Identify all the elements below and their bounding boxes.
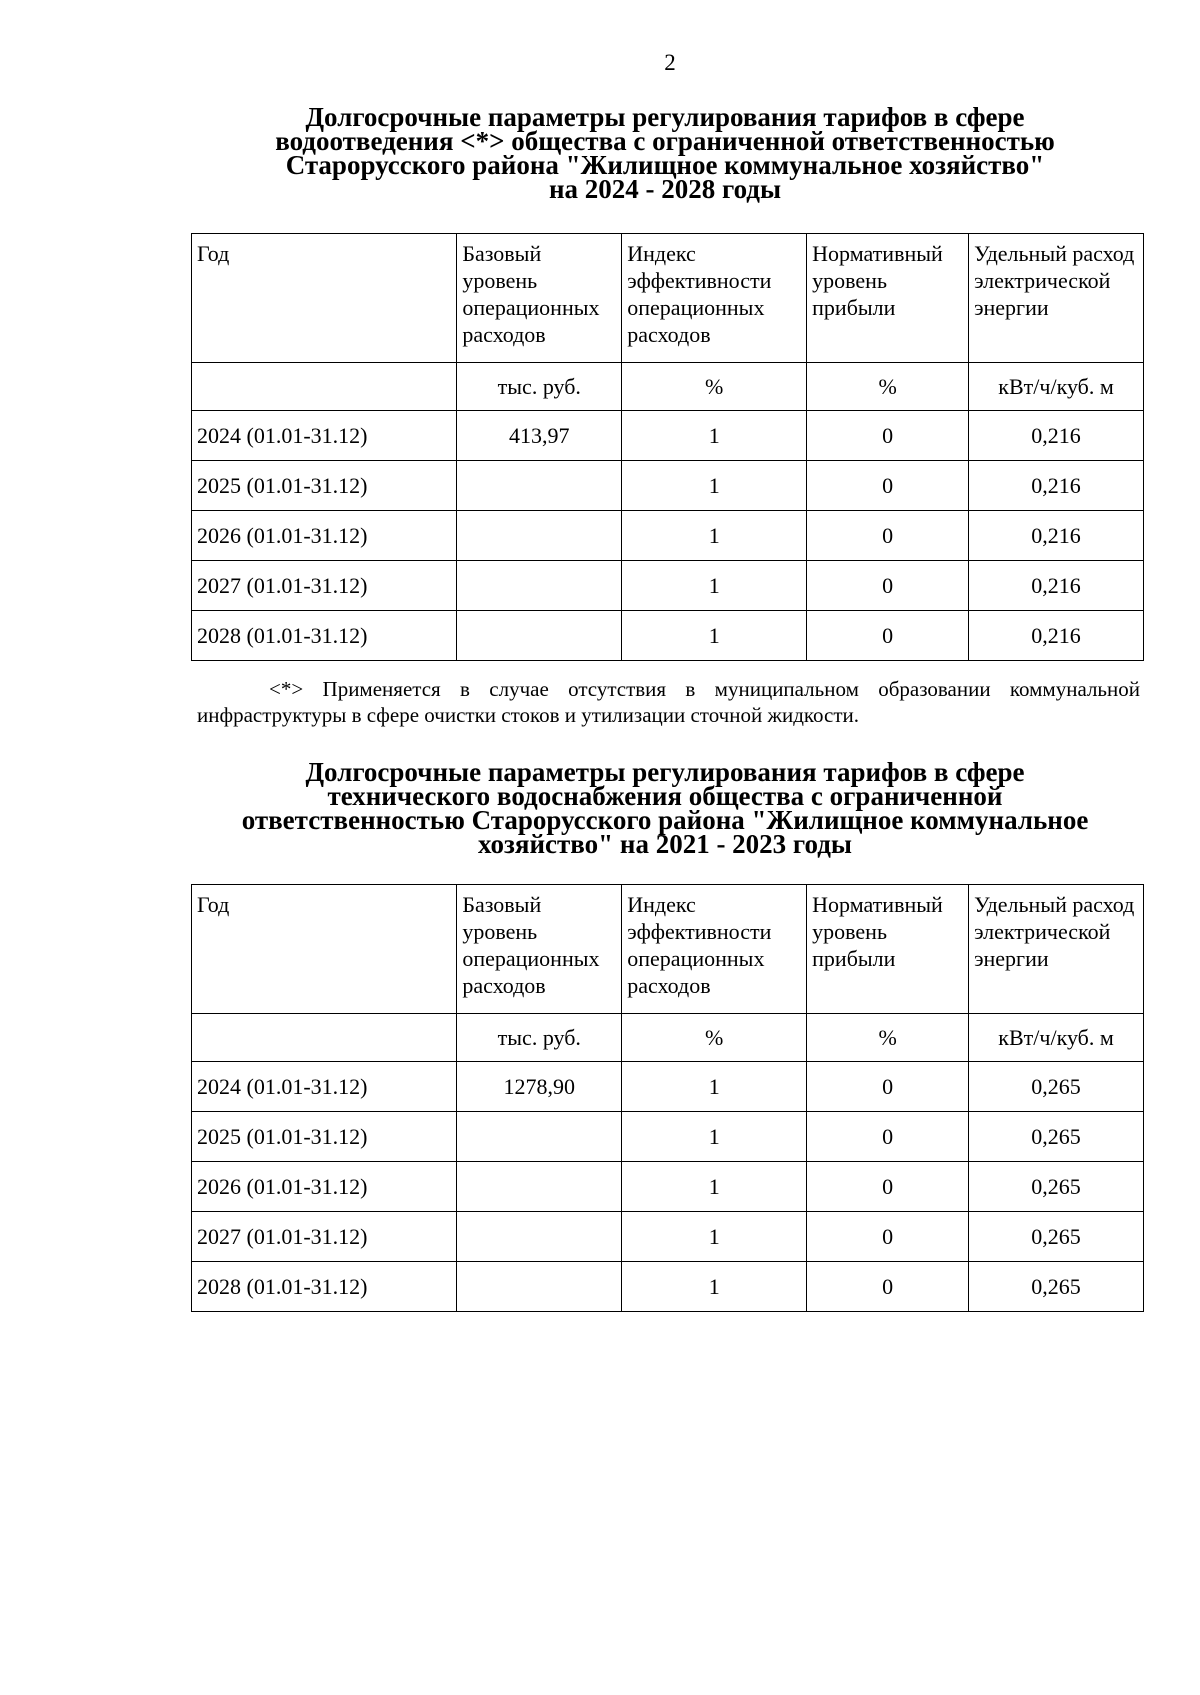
- unit-cell: тыс. руб.: [457, 1014, 622, 1062]
- page-number: 2: [664, 50, 676, 75]
- efficiency-index-cell: 1: [622, 1162, 807, 1212]
- energy-consumption-cell: 0,265: [969, 1162, 1144, 1212]
- energy-consumption-cell: 0,265: [969, 1212, 1144, 1262]
- profit-level-cell: 0: [807, 511, 969, 561]
- efficiency-index-cell: 1: [622, 611, 807, 661]
- table-header-row: [192, 234, 1144, 363]
- base-opex-cell: 413,97: [457, 411, 622, 461]
- header-cell: Базовый уровень операционных расходов: [457, 234, 622, 363]
- energy-consumption-cell: 0,265: [969, 1262, 1144, 1312]
- title-line: Старорусского района "Жилищное коммунальное хозяйство": [285, 150, 1045, 180]
- footnote: <*> Применяется в случае отсутствия в муниципальном образовании коммунальной инфраструктуры в сфере очистки стоков и утилизации сточной жидкости.: [197, 677, 1140, 727]
- energy-consumption-cell: 0,216: [969, 511, 1144, 561]
- unit-cell: %: [807, 363, 969, 411]
- table-row: [192, 461, 1144, 511]
- base-opex-cell: [457, 1112, 622, 1162]
- year-cell: 2024 (01.01-31.12): [192, 1062, 457, 1112]
- profit-level-cell: 0: [807, 1062, 969, 1112]
- table-row: [192, 511, 1144, 561]
- title-line: водоотведения <*> общества с ограниченной ответственностью: [275, 126, 1055, 156]
- table-row: [192, 1062, 1144, 1112]
- base-opex-cell: [457, 1262, 622, 1312]
- unit-cell: %: [807, 1014, 969, 1062]
- table-header-row: [192, 885, 1144, 1014]
- energy-consumption-cell: 0,216: [969, 561, 1144, 611]
- unit-cell: [192, 1014, 457, 1062]
- profit-level-cell: 0: [807, 1162, 969, 1212]
- header-cell: Удельный расход электрической энергии: [969, 885, 1144, 1014]
- tariff-parameters-table: [191, 884, 1144, 1312]
- unit-cell: %: [622, 1014, 807, 1062]
- title-line: технического водоснабжения общества с ограниченной: [327, 781, 1003, 811]
- efficiency-index-cell: 1: [622, 561, 807, 611]
- tariff-parameters-table: [191, 233, 1144, 661]
- base-opex-cell: [457, 1212, 622, 1262]
- efficiency-index-cell: 1: [622, 411, 807, 461]
- header-cell: Год: [192, 234, 457, 363]
- table-row: [192, 611, 1144, 661]
- table-row: [192, 1262, 1144, 1312]
- units-row: [192, 363, 1144, 411]
- title-line: Долгосрочные параметры регулирования тарифов в сфере: [305, 102, 1025, 132]
- table-row: [192, 1212, 1144, 1262]
- unit-cell: тыс. руб.: [457, 363, 622, 411]
- energy-consumption-cell: 0,265: [969, 1112, 1144, 1162]
- base-opex-cell: [457, 1162, 622, 1212]
- header-cell: Год: [192, 885, 457, 1014]
- efficiency-index-cell: 1: [622, 1062, 807, 1112]
- header-cell: Удельный расход электрической энергии: [969, 234, 1144, 363]
- header-cell: Нормативный уровень прибыли: [807, 234, 969, 363]
- energy-consumption-cell: 0,265: [969, 1062, 1144, 1112]
- title-line: на 2024 - 2028 годы: [548, 174, 782, 204]
- section-title: [190, 757, 1140, 859]
- year-cell: 2025 (01.01-31.12): [192, 1112, 457, 1162]
- base-opex-cell: [457, 461, 622, 511]
- base-opex-cell: [457, 511, 622, 561]
- year-cell: 2025 (01.01-31.12): [192, 461, 457, 511]
- table-row: [192, 1112, 1144, 1162]
- efficiency-index-cell: 1: [622, 1212, 807, 1262]
- profit-level-cell: 0: [807, 461, 969, 511]
- units-row: [192, 1014, 1144, 1062]
- year-cell: 2027 (01.01-31.12): [192, 1212, 457, 1262]
- table-row: [192, 561, 1144, 611]
- efficiency-index-cell: 1: [622, 461, 807, 511]
- profit-level-cell: 0: [807, 1112, 969, 1162]
- title-line: ответственностью Старорусского района "Жилищное коммунальное: [241, 805, 1089, 835]
- energy-consumption-cell: 0,216: [969, 461, 1144, 511]
- profit-level-cell: 0: [807, 611, 969, 661]
- header-cell: Нормативный уровень прибыли: [807, 885, 969, 1014]
- base-opex-cell: [457, 561, 622, 611]
- profit-level-cell: 0: [807, 1262, 969, 1312]
- unit-cell: [192, 363, 457, 411]
- efficiency-index-cell: 1: [622, 1112, 807, 1162]
- year-cell: 2027 (01.01-31.12): [192, 561, 457, 611]
- energy-consumption-cell: 0,216: [969, 411, 1144, 461]
- unit-cell: кВт/ч/куб. м: [969, 363, 1144, 411]
- base-opex-cell: 1278,90: [457, 1062, 622, 1112]
- table-row: [192, 411, 1144, 461]
- profit-level-cell: 0: [807, 411, 969, 461]
- efficiency-index-cell: 1: [622, 1262, 807, 1312]
- base-opex-cell: [457, 611, 622, 661]
- year-cell: 2028 (01.01-31.12): [192, 1262, 457, 1312]
- year-cell: 2024 (01.01-31.12): [192, 411, 457, 461]
- unit-cell: кВт/ч/куб. м: [969, 1014, 1144, 1062]
- title-line: Долгосрочные параметры регулирования тарифов в сфере: [305, 757, 1025, 787]
- section-title: [190, 102, 1140, 204]
- year-cell: 2026 (01.01-31.12): [192, 511, 457, 561]
- table-row: [192, 1162, 1144, 1212]
- year-cell: 2026 (01.01-31.12): [192, 1162, 457, 1212]
- header-cell: Индекс эффективности операционных расходов: [622, 234, 807, 363]
- profit-level-cell: 0: [807, 561, 969, 611]
- efficiency-index-cell: 1: [622, 511, 807, 561]
- year-cell: 2028 (01.01-31.12): [192, 611, 457, 661]
- header-cell: Базовый уровень операционных расходов: [457, 885, 622, 1014]
- header-cell: Индекс эффективности операционных расходов: [622, 885, 807, 1014]
- energy-consumption-cell: 0,216: [969, 611, 1144, 661]
- title-line: хозяйство" на 2021 - 2023 годы: [478, 829, 852, 859]
- profit-level-cell: 0: [807, 1212, 969, 1262]
- unit-cell: %: [622, 363, 807, 411]
